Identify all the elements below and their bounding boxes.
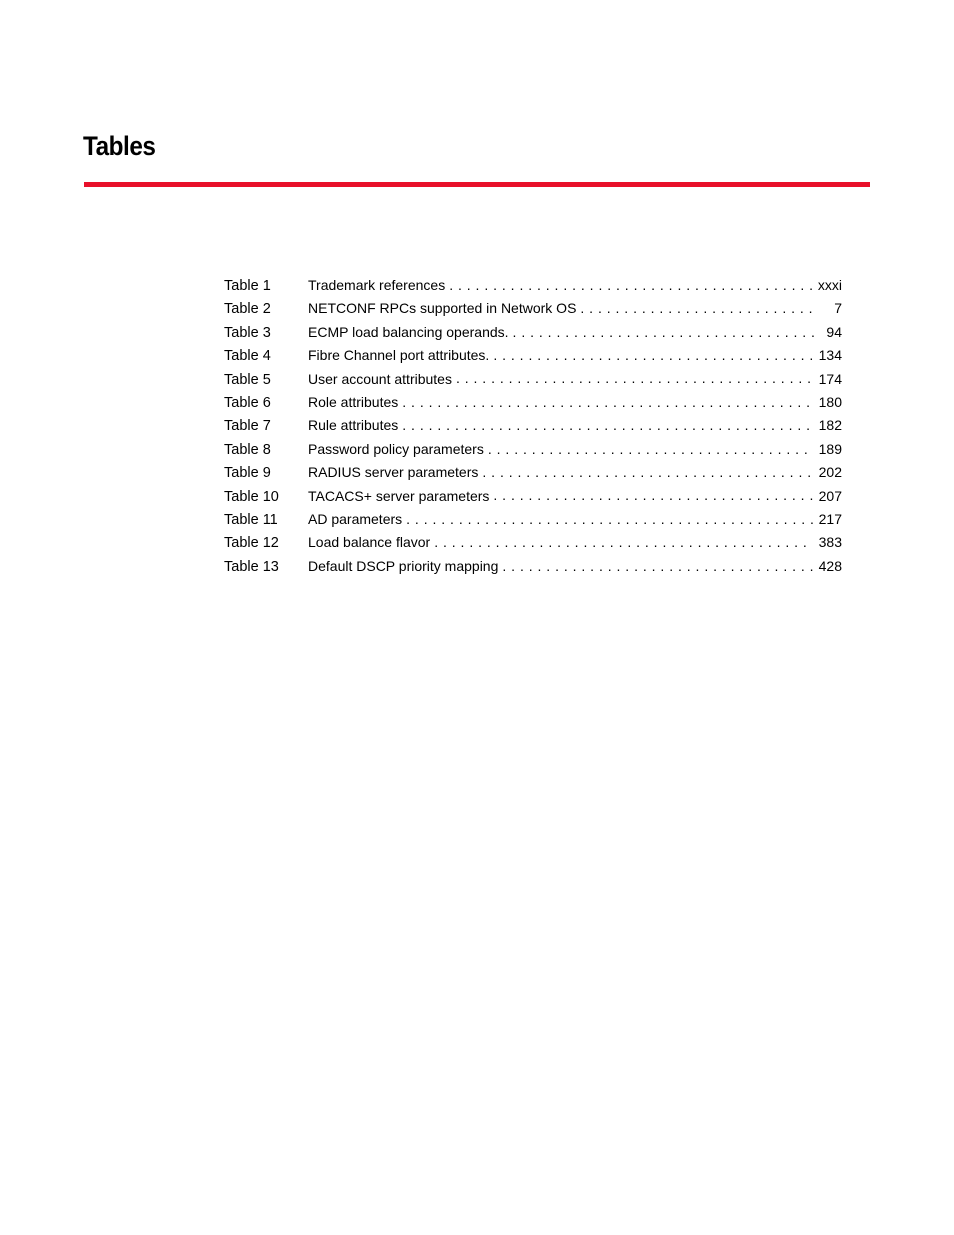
dot-leader [402, 393, 812, 407]
toc-entry-caption: Fibre Channel port attributes. [308, 347, 490, 364]
toc-entry-link[interactable] [308, 321, 842, 344]
toc-entry-link[interactable] [308, 368, 842, 391]
dot-leader [434, 533, 812, 547]
toc-entry-label: Table 11 [224, 511, 278, 528]
toc-entry-label: Table 12 [224, 535, 279, 552]
toc-entry-caption: Rule attributes [308, 417, 399, 434]
toc-entry-label: Table 8 [224, 441, 271, 458]
dot-leader [488, 440, 813, 454]
toc-entry-link[interactable] [308, 344, 842, 367]
toc-entry-link[interactable] [308, 438, 842, 461]
toc-entry [224, 297, 842, 320]
dot-leader [482, 463, 812, 477]
toc-entry-label: Table 10 [224, 488, 279, 505]
toc-entry [224, 438, 842, 461]
toc-entry-caption: Trademark references [308, 277, 446, 293]
page-title: Tables [83, 131, 156, 161]
toc-entry-page: 207 [818, 487, 842, 504]
dot-leader [513, 323, 814, 337]
toc-entry-page: 7 [834, 300, 842, 317]
toc-entry-caption: AD parameters [308, 510, 403, 527]
toc-entry [224, 485, 842, 508]
toc-entry-caption: NETCONF RPCs supported in Network OS [308, 300, 577, 317]
toc-entry-caption: RADIUS server parameters [308, 464, 479, 481]
dot-leader [449, 276, 812, 290]
toc-entry-page: 134 [818, 347, 842, 364]
toc-entry-page: 217 [818, 510, 842, 527]
toc-entry-label: Table 5 [224, 371, 271, 388]
dot-leader [406, 510, 812, 524]
toc-entry-label: Table 2 [224, 301, 271, 318]
toc-entry-caption: ECMP load balancing operands. [308, 323, 509, 340]
toc-entry-page: 189 [818, 440, 842, 457]
dot-leader [402, 416, 812, 430]
toc-entry [224, 344, 842, 367]
toc-entry-link[interactable] [308, 508, 842, 531]
toc-entry-page: 174 [818, 370, 842, 387]
toc-entry-caption: TACACS+ server parameters [308, 487, 490, 504]
table-of-tables [224, 274, 842, 578]
toc-entry [224, 274, 842, 297]
dot-leader [493, 346, 812, 360]
toc-entry-label: Table 3 [224, 324, 271, 341]
toc-entry-link[interactable] [308, 555, 842, 578]
dot-leader [493, 487, 812, 501]
toc-entry-label: Table 13 [224, 558, 279, 575]
toc-entry-page: 383 [818, 534, 842, 551]
toc-entry-caption: Password policy parameters [308, 440, 484, 457]
toc-entry [224, 321, 842, 344]
dot-leader [502, 557, 812, 571]
toc-entry-caption: User account attributes [308, 370, 452, 387]
toc-entry-link[interactable] [308, 391, 842, 414]
toc-entry-label: Table 4 [224, 348, 271, 365]
toc-entry-link[interactable] [308, 461, 842, 484]
toc-entry [224, 508, 842, 531]
toc-entry-page: 182 [818, 417, 842, 434]
toc-entry-caption: Load balance flavor [308, 534, 431, 551]
toc-entry-label: Table 1 [224, 278, 271, 294]
toc-entry [224, 531, 842, 554]
toc-entry [224, 555, 842, 578]
toc-entry-link[interactable] [308, 485, 842, 508]
toc-entry-link[interactable] [308, 414, 842, 437]
toc-entry-page: 180 [818, 393, 842, 410]
title-rule [84, 182, 870, 187]
toc-entry-caption: Role attributes [308, 393, 399, 410]
toc-entry-caption: Default DSCP priority mapping [308, 557, 499, 574]
toc-entry [224, 461, 842, 484]
toc-entry-page: 202 [818, 464, 842, 481]
toc-entry [224, 391, 842, 414]
toc-entry-link[interactable] [308, 531, 842, 554]
toc-entry-label: Table 9 [224, 465, 271, 482]
toc-entry-page: xxxi [817, 277, 842, 293]
toc-entry-label: Table 7 [224, 418, 271, 435]
toc-entry [224, 368, 842, 391]
dot-leader [456, 370, 813, 384]
toc-entry-link[interactable] [308, 297, 842, 320]
toc-entry [224, 414, 842, 437]
toc-entry-link[interactable] [308, 274, 842, 297]
toc-entry-page: 428 [818, 557, 842, 574]
dot-leader [580, 299, 814, 313]
toc-entry-page: 94 [826, 323, 842, 340]
toc-entry-label: Table 6 [224, 394, 271, 411]
